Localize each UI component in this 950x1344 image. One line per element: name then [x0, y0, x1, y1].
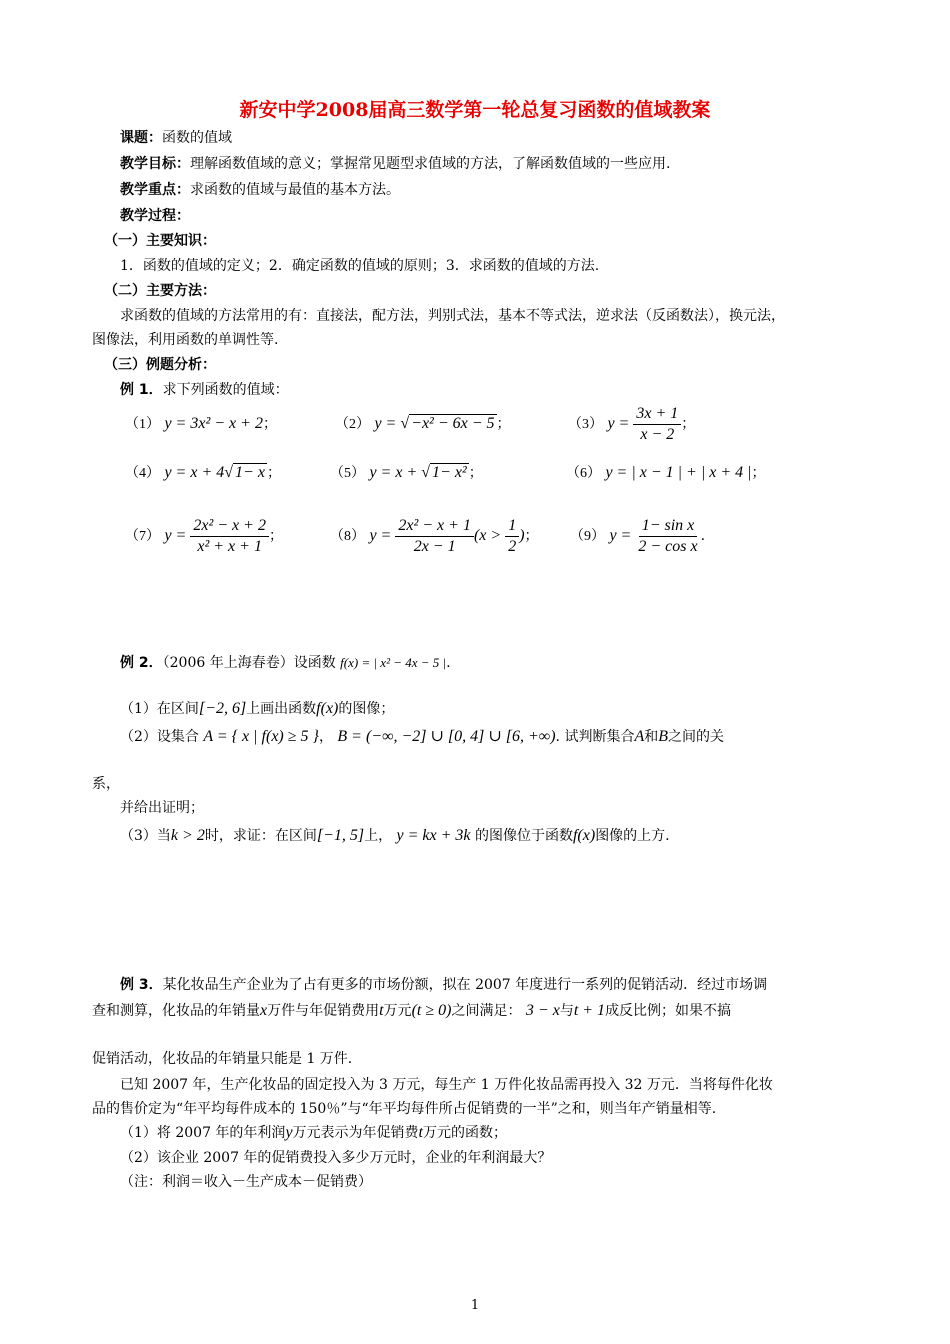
example-3-p1c: 促销活动，化妆品的年销量只能是 1 万件. — [92, 1051, 353, 1067]
page-number: 1 — [470, 1298, 480, 1313]
ex1-item-9: （9） y = $\frac{\text{1− sin x}}{\text{2 − cos x}}$ . — [570, 516, 706, 555]
example-3-p2b: 品的售价定为“年平均每件成本的 150％”与“年平均每件所占促销费的一半”之和，则当年产销量相等. — [92, 1101, 717, 1117]
ex3-question-2: （2）该企业 2007 年的促销费投入多少万元时，企业的年利润最大？ — [120, 1150, 552, 1166]
ex2-question-3: （3）当k > 2时，求证：在区间[−1, 5]上， y = kx + 3k 的图像位于函数f(x)图像的上方. — [120, 827, 670, 844]
goal-line: 教学目标：理解函数值域的意义；掌握常见题型求值域的方法，了解函数值域的一些应用. — [120, 156, 671, 172]
section-2-body-2: 图像法，利用函数的单调性等. — [92, 332, 279, 348]
section-2-heading: （二）主要方法： — [104, 283, 216, 299]
ex1-item-1: （1） y = 3x² − x + 2； — [125, 415, 277, 432]
ex3-note: （注：利润＝收入－生产成本－促销费） — [120, 1174, 372, 1190]
ex1-item-5: （5） y = x + √ 1− x² ； — [330, 464, 483, 481]
ex1-item-4: （4） y = x + 4√ 1− x ； — [125, 464, 281, 481]
ex2-question-1: （1）在区间[−2, 6]上画出函数f(x)的图像； — [120, 700, 395, 717]
ex1-item-2: （2） y = √ −x² − 6x − 5 ； — [335, 415, 511, 432]
topic-line: 课题：函数的值域 — [120, 130, 232, 146]
ex1-item-7: （7） y = $\frac{\text{2x² − x + 2}}{\text{x² + x + 1}}$ ； — [125, 516, 283, 555]
ex2-question-2-cont: 系， — [92, 776, 120, 792]
ex1-item-3: （3） y = $\frac{3x + 1}{x - 2}$ ； — [568, 404, 696, 443]
page-title: 新安中学2008届高三数学第一轮总复习函数的值域教案 — [239, 99, 711, 121]
section-3-heading: （三）例题分析： — [104, 357, 216, 373]
example-3-p1a: 例 3．某化妆品生产企业为了占有更多的市场份额，拟在 2007 年度进行一系列的促销活动．经过市场调 — [120, 977, 768, 993]
section-2-body-1: 求函数的值域的方法常用的有：直接法，配方法，判别式法，基本不等式法，逆求法（反函数法），换元法， — [120, 308, 785, 324]
example-2-heading: 例 2．（2006 年上海春卷）设函数 f(x) = | x² − 4x − 5 |. — [120, 655, 451, 671]
example-3-p1b: 查和测算，化妆品的年销量x万件与年促销费用t万元(t ≥ 0)之间满足： 3 − x与t + 1成反比例；如果不搞 — [92, 1002, 732, 1019]
focus-line: 教学重点：求函数的值域与最值的基本方法。 — [120, 182, 400, 198]
section-1-body: 1．函数的值域的定义；2．确定函数的值域的原则；3．求函数的值域的方法. — [120, 258, 600, 274]
ex2-question-2-cont2: 并给出证明； — [120, 800, 204, 816]
example-1-heading: 例 1．求下列函数的值域： — [120, 382, 289, 398]
section-1-heading: （一）主要知识： — [104, 233, 216, 249]
ex1-item-8: （8） y = $\frac{\text{2x² − x + 1}}{2x - 1}$ (x > $\frac{1}{2}$ )； — [330, 516, 539, 555]
example-3-p2a: 已知 2007 年，生产化妆品的固定投入为 3 万元，每生产 1 万件化妆品需再投入 32 万元．当将每件化妆 — [120, 1077, 773, 1093]
ex2-question-2: （2）设集合 A = { x | f(x) ≥ 5 }， B = (−∞, −2] ∪ [0, 4] ∪ [6, +∞). 试判断集合A和B之间的关 — [120, 728, 725, 745]
ex1-item-6: （6） y = | x − 1 | + | x + 4 |； — [566, 464, 766, 481]
ex3-question-1: （1）将 2007 年的年利润y万元表示为年促销费t万元的函数； — [120, 1124, 507, 1141]
process-heading: 教学过程： — [120, 208, 190, 224]
